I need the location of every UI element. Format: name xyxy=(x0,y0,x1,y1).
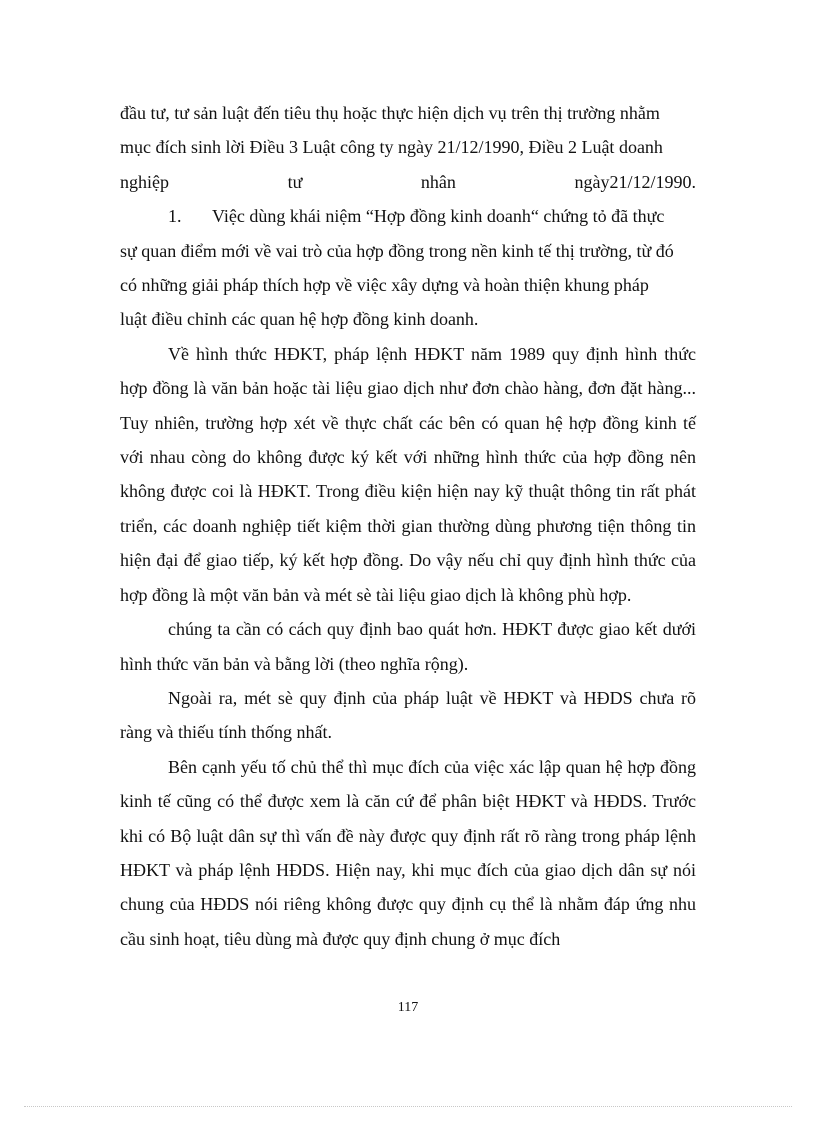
text-line: luật điều chỉnh các quan hệ hợp đồng kinh doanh. xyxy=(120,309,479,330)
word: nghiệp xyxy=(120,171,169,192)
paragraph-general-rule: chúng ta cần có cách quy định bao quát hơn. HĐKT được giao kết dưới hình thức văn bản và bằng lời (theo nghĩa rộng). xyxy=(120,619,696,674)
body-text xyxy=(120,96,696,956)
numbered-paragraph xyxy=(120,199,696,337)
page-number: 117 xyxy=(397,1000,419,1015)
text-line: đầu tư, tư sản luật đến tiêu thụ hoặc thực hiện dịch vụ trên thị trường nhằm xyxy=(120,103,660,123)
text-line: mục đích sinh lời Điều 3 Luật công ty ngày 21/12/1990, Điều 2 Luật doanh xyxy=(120,137,663,158)
list-item-first-line xyxy=(120,199,696,233)
word: tư xyxy=(287,171,303,192)
list-number: 1. xyxy=(168,206,182,227)
page-bottom-divider xyxy=(24,1106,792,1107)
paragraph-contract-form: Về hình thức HĐKT, pháp lệnh HĐKT năm 1989 quy định hình thức hợp đồng là văn bản hoặc tài liệu giao dịch như đơn chào hàng, đơn đặt hàng... Tuy nhiên, trường hợp xét về thực chất các bên có quan hệ hợp đồng kinh tế với nhau còng do không được ký kết với những hình thức của hợp đồng nên không được coi là HĐKT. Trong điều kiện hiện nay kỹ thuật thông tin rất phát triển, các doanh nghiệp tiết kiệm thời gian thường dùng phương tiện thông tin hiện đại để giao tiếp, ký kết hợp đồng. Do vậy nếu chỉ quy định hình thức của hợp đồng là một văn bản và mét sè tài liệu giao dịch là không phù hợp. xyxy=(120,343,696,605)
paragraph-inconsistency: Ngoài ra, mét sè quy định của pháp luật về HĐKT và HĐDS chưa rõ ràng và thiếu tính thống nhất. xyxy=(120,687,696,743)
word: nhân xyxy=(420,171,456,192)
text-line: có những giải pháp thích hợp về việc xây dựng và hoàn thiện khung pháp xyxy=(120,275,649,296)
word: ngày21/12/1990. xyxy=(574,171,696,192)
paragraph-continuation xyxy=(120,96,696,199)
text-line-spread xyxy=(120,165,696,199)
text-line: sự quan điểm mới về vai trò của hợp đồng trong nền kinh tế thị trường, từ đó xyxy=(120,240,674,261)
list-text: Việc dùng khái niệm “Hợp đồng kinh doanh“ chứng tỏ đã thực xyxy=(212,206,665,227)
paragraph-purpose: Bên cạnh yếu tố chủ thể thì mục đích của việc xác lập quan hệ hợp đồng kinh tế cũng có thể được xem là căn cứ để phân biệt HĐKT và HĐDS. Trước khi có Bộ luật dân sự thì vấn đề này được quy định rất rõ ràng trong pháp lệnh HĐKT và pháp lệnh HĐDS. Hiện nay, khi mục đích của giao dịch dân sự nói chung của HĐDS nói riêng không được quy định cụ thể là nhằm đáp ứng nhu cầu sinh hoạt, tiêu dùng mà được quy định chung ở mục đích xyxy=(120,756,696,949)
